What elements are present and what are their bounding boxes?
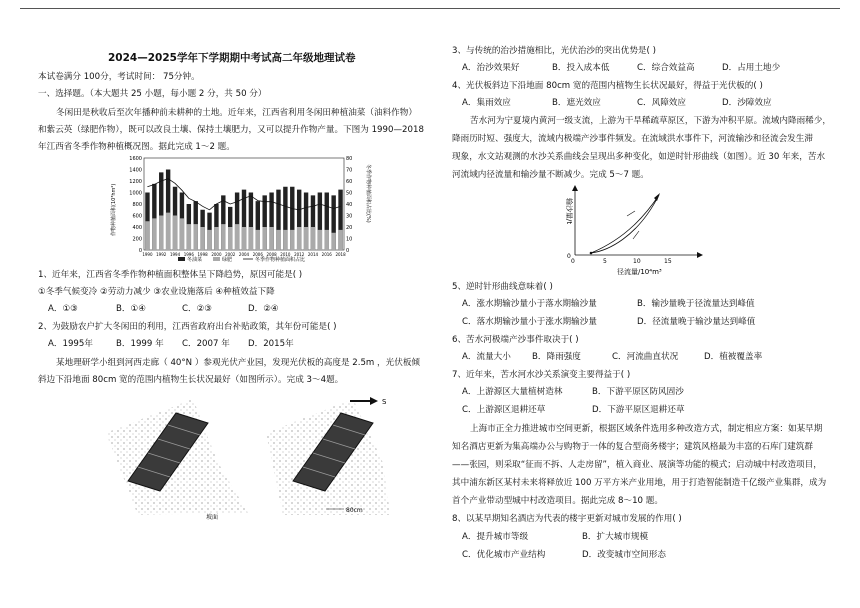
passage1-line3: 年江西省冬季作物种植概况图。据此完成 1～2 题。: [38, 142, 235, 152]
slope-label: 坡面: [206, 514, 219, 521]
x-tick-label: 2000: [211, 252, 222, 257]
x-tick-label: 2008: [266, 252, 277, 257]
bar-green-manure-2012: [297, 227, 301, 250]
passage4-line4: 其中浦东新区某村未来将释放近 100 万平方米产业用地，用于打造智能制造千亿级产业集群，成为: [452, 478, 827, 488]
legend-swatch-green-manure: [213, 257, 220, 261]
bar-green-manure-2010: [283, 230, 287, 250]
y-tick-label: 400: [132, 224, 142, 231]
curve-xtick-0: 0: [571, 258, 575, 265]
question-4: 4、光伏板斜边下沿地面 80cm 宽的范围内植物生长状况最好，得益于光伏板的( ): [452, 81, 763, 91]
water-sediment-curve: [547, 183, 707, 278]
bar-green-manure-2014: [311, 227, 315, 250]
bar-green-manure-1999: [207, 230, 211, 250]
x-tick-label: 1992: [156, 252, 167, 257]
question-1: 1、近年来，江西省冬季作物种植面积整体呈下降趋势，原因可能是( ): [38, 270, 303, 280]
q4-option-b[interactable]: B．遮光效应: [552, 98, 601, 108]
y-tick-label: 200: [132, 236, 142, 243]
chart-ylabel: 作物种植面积(10³hm²): [111, 183, 117, 236]
q2-option-b[interactable]: B．1999 年: [116, 339, 164, 349]
solar-panel-figure: [98, 393, 398, 523]
bar-green-manure-2018: [338, 230, 342, 250]
question-3: 3、与传统的治沙措施相比，光伏治沙的突出优势是( ): [452, 46, 656, 56]
bar-green-manure-2002: [228, 227, 232, 250]
curve-start-point: [590, 252, 593, 255]
q2-option-c[interactable]: C．2007 年: [182, 339, 230, 349]
question-8: 8、以某早期知名酒店为代表的楼宇更新对城市发展的作用( ): [452, 514, 682, 524]
y-tick-label: 1200: [129, 178, 142, 185]
question-2: 2、为鼓励农户扩大冬闲田的利用，江西省政府出台补贴政策，其年份可能是( ): [38, 322, 337, 332]
exam-title: 2024—2025学年下学期期中考试高二年级地理试卷: [108, 52, 356, 64]
q1-option-b[interactable]: B．①④: [116, 304, 146, 314]
passage4-line5: 首个产业带动型城中村改造项目。据此完成 8～10 题。: [452, 496, 663, 506]
bar-green-manure-2003: [235, 224, 239, 250]
bar-green-manure-1993: [166, 213, 170, 250]
y-tick-label: 1000: [129, 190, 142, 197]
width-label: 80cm: [346, 507, 363, 514]
q1-option-d[interactable]: D．②④: [248, 304, 279, 314]
curve-xtick-15: 15: [664, 258, 672, 265]
q8-option-c[interactable]: C．优化城市产业结构: [462, 550, 546, 560]
q2-option-a[interactable]: A．1995年: [48, 339, 93, 349]
exam-info: 本试卷满分 100分，考试时间： 75分钟。: [38, 72, 200, 82]
q1-option-c[interactable]: C．②③: [182, 304, 213, 314]
chart-y2label: 冬季作物种植面积占比(%): [365, 164, 371, 223]
bar-green-manure-1997: [194, 224, 198, 250]
q5-option-a[interactable]: A．涨水期输沙量小于落水期输沙量: [462, 299, 597, 309]
q4-option-d[interactable]: D．沙障效应: [722, 98, 772, 108]
bar-green-manure-2006: [256, 230, 260, 250]
bar-green-manure-2008: [269, 227, 273, 250]
x-tick-label: 1994: [169, 252, 181, 257]
bar-green-manure-1990: [145, 221, 149, 250]
y2-tick-label: 30: [346, 213, 353, 220]
q8-option-b[interactable]: B．扩大城市规模: [582, 532, 649, 542]
q3-option-b[interactable]: B．投入成本低: [552, 63, 610, 73]
passage2-line2: 斜边下沿地面 80cm 宽的范围内植物生长状况最好（如图所示）。完成 3～4题。: [38, 375, 344, 385]
question-7: 7、近年来，苦水河水沙关系演变主要得益于( ): [452, 370, 631, 380]
bar-green-manure-1995: [180, 218, 184, 250]
passage3-line2: 降雨历时短、强度大，流域内极端产沙事件频发。在流域洪水事件下，河流输沙和径流会发生滞: [452, 134, 813, 144]
x-tick-label: 1998: [197, 252, 208, 257]
chart-legend: [178, 256, 305, 263]
q5-option-b[interactable]: B．输沙量晚于径流量达到峰值: [637, 299, 755, 309]
y2-tick-label: 80: [346, 155, 353, 162]
curve-ylabel: 输沙量/t: [565, 198, 573, 225]
x-tick-label: 2012: [294, 252, 305, 257]
q8-option-a[interactable]: A．提升城市等级: [462, 532, 529, 542]
y-tick-label: 1400: [129, 167, 142, 174]
curve-xtick-5: 5: [603, 258, 607, 265]
passage3-line4: 河流域内径流量和输沙量不断减少。完成 5～7 题。: [452, 170, 649, 180]
bar-green-manure-2011: [290, 230, 294, 250]
curve-xlabel: 径流量/10⁴m³: [617, 268, 662, 276]
bar-green-manure-2005: [249, 227, 253, 250]
x-tick-label: 2002: [225, 252, 236, 257]
section-heading: 一、选择题。（本大题共 25 小题，每小题 2 分，共 50 分）: [38, 89, 267, 99]
hysteresis-loop: [591, 195, 659, 253]
x-tick-label: 1990: [142, 252, 153, 257]
loop-arrow-up-icon: [654, 193, 660, 201]
bar-green-manure-2004: [242, 227, 246, 250]
y2-tick-label: 0: [346, 247, 350, 254]
legend-swatch-rapeseed: [178, 257, 185, 261]
q6-option-a[interactable]: A．流量大小: [462, 352, 511, 362]
bar-green-manure-2017: [331, 233, 335, 250]
x-tick-label: 2010: [280, 252, 291, 257]
y-tick-label: 0: [138, 247, 142, 254]
q7-option-a[interactable]: A．上游源区大量植树造林: [462, 387, 563, 397]
q4-option-c[interactable]: C．风障效应: [637, 98, 686, 108]
crop-chart: [108, 154, 378, 264]
x-tick-label: 2004: [238, 252, 250, 257]
q5-option-d[interactable]: D．径流量晚于输沙量达到峰值: [637, 317, 756, 327]
bar-green-manure-1996: [187, 224, 191, 250]
bar-green-manure-2000: [214, 227, 218, 250]
y-tick-label: 600: [132, 213, 142, 220]
y2-tick-label: 50: [346, 190, 353, 197]
bar-green-manure-1994: [173, 216, 177, 251]
q8-option-d[interactable]: D．改变城市空间形态: [582, 550, 666, 560]
y2-tick-label: 20: [346, 224, 353, 231]
x-tick-label: 1996: [183, 252, 194, 257]
y-tick-label: 1600: [129, 155, 142, 162]
x-tick-label: 2014: [307, 252, 319, 257]
bar-green-manure-2009: [276, 230, 280, 250]
y2-tick-label: 70: [346, 167, 353, 174]
q3-option-c[interactable]: C．综合效益高: [637, 63, 695, 73]
loop-arrow-rising-icon: [633, 231, 639, 239]
passage2-line1: 某地理研学小组到河西走廊（ 40°N ）参观光伏产业园，发现光伏板的高度是 2.5m ，光伏板倾: [56, 358, 421, 368]
legend-rapeseed: 冬油菜: [187, 257, 203, 263]
question-5: 5、逆时针形曲线意味着( ): [452, 282, 553, 292]
legend-green-manure: 绿肥: [222, 257, 233, 263]
bar-green-manure-1998: [200, 227, 204, 250]
passage1-line1: 冬闲田是秋收后至次年播种前未耕种的土地。近年来，江西省利用冬闲田种植油菜（油料作物）: [56, 108, 417, 118]
y2-tick-label: 40: [346, 201, 353, 208]
passage4-line2: 知名酒店更新为集高端办公与购物于一体的复合型商务楼宇；建筑风格最为丰富的石库门建筑群: [452, 442, 813, 452]
passage3-line1: 苦水河为宁夏境内黄河一级支流，上游为干旱稀疏草原区，下游为冲积平原。流域内降雨稀少，: [470, 116, 831, 126]
passage4-line1: 上海市正全力推进城市空间更新，根据区域条件选用多种改造方式，制定相应方案：如某早期: [470, 424, 823, 434]
passage4-line3: ——张园，则采取“征而不拆、人走房留”，植入商业、展演等功能的模式；启动城中村改造项目，: [452, 460, 822, 470]
q2-option-d[interactable]: D．2015年: [248, 339, 294, 349]
bar-green-manure-2013: [304, 227, 308, 250]
curve-xtick-10: 10: [633, 258, 641, 265]
x-tick-label: 2016: [321, 252, 332, 257]
bar-green-manure-2007: [262, 227, 266, 250]
x-tick-label: 2006: [252, 252, 263, 257]
q7-option-c[interactable]: C．上游源区退耕还草: [462, 405, 546, 415]
q3-option-d[interactable]: D．占用土地少: [722, 63, 781, 73]
bar-green-manure-1991: [152, 218, 156, 250]
q7-option-d[interactable]: D．下游平原区退耕还草: [592, 405, 685, 415]
x-tick-label: 2018: [335, 252, 346, 257]
bar-green-manure-2015: [318, 230, 322, 250]
y-tick-label: 800: [132, 201, 142, 208]
q5-option-c[interactable]: C．落水期输沙量小于涨水期输沙量: [462, 317, 597, 327]
loop-arrow-falling-icon: [627, 211, 635, 216]
x-axis-arrow-icon: [697, 252, 703, 258]
q6-option-b[interactable]: B．降雨强度: [532, 352, 581, 362]
question-1-items: ①冬季气候变冷 ②劳动力减少 ③农业设施落后 ④种植效益下降: [38, 287, 275, 297]
bar-green-manure-2001: [221, 224, 225, 250]
y-axis-arrow-icon: [572, 185, 578, 191]
passage1-line2: 和紫云英（绿肥作物），既可以改良土壤、保持土壤肥力，又可以提升作物产量。下图为 1990—2018: [38, 125, 424, 135]
top-rule: [20, 8, 840, 9]
q6-option-d[interactable]: D．植被覆盖率: [704, 352, 763, 362]
bar-green-manure-1992: [159, 216, 163, 251]
q3-option-a[interactable]: A．治沙效果好: [462, 63, 520, 73]
q7-option-b[interactable]: B．下游平原区防风固沙: [592, 387, 684, 397]
bar-green-manure-2016: [325, 230, 329, 250]
legend-ratio: 冬季作物种植面积占比: [255, 257, 306, 263]
y2-tick-label: 10: [346, 236, 353, 243]
q4-option-a[interactable]: A．集雨效应: [462, 98, 511, 108]
q6-option-c[interactable]: C．河流曲直状况: [612, 352, 679, 362]
passage3-line3: 现象，水文站观测的水沙关系曲线会呈现出多种变化，如逆时针形曲线（如图）。近 30 年来，苦水: [452, 152, 826, 162]
q1-option-a[interactable]: A．①③: [48, 304, 78, 314]
south-label: S: [382, 398, 387, 406]
y2-tick-label: 60: [346, 178, 353, 185]
question-6: 6、苦水河极端产沙事件取决于( ): [452, 335, 579, 345]
curve-ytick-0: 0: [567, 253, 571, 260]
